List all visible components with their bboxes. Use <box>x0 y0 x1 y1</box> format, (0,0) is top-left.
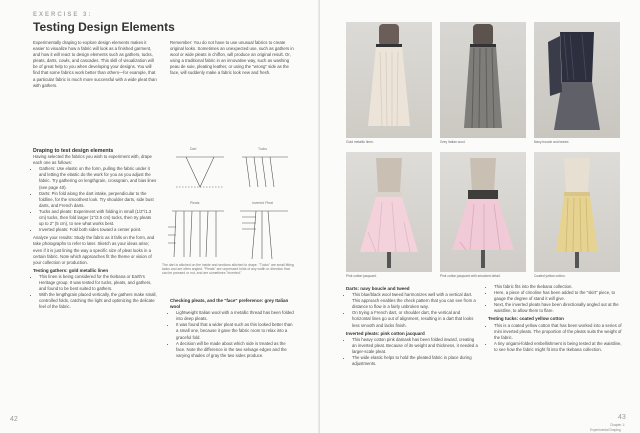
page-title: Testing Design Elements <box>33 20 175 34</box>
inverted-bullet: • The wide elastic helps to hold the pleated fabric in place during adjustments. <box>352 355 480 367</box>
footer-chapter-title: Experimental Draping <box>590 428 621 432</box>
draping-bullet: • Tucks and pleats: Experiment with folding in small (1/2"/1.3 cm) tucks, then fold larger (1"/2.5 cm) tucks, then try pleats up to 2" (5 cm), to see what works best. <box>39 209 157 227</box>
right-page <box>320 0 640 433</box>
draping-list <box>33 166 157 233</box>
caption-p5: Pink cotton jacquard with smocked detail. <box>440 274 501 278</box>
draping-intro: Having selected the fabrics you wish to experiment with, drape each one as follows: <box>33 154 152 166</box>
ikebana-section <box>488 284 622 353</box>
tucks-bullet: • This is a coated yellow cotton that has been worked into a series of mini inverted pleats. The proportion of the pleats suits the weight of the fabric. <box>494 323 622 341</box>
pleats-list <box>170 310 294 359</box>
dart-legs <box>186 157 214 187</box>
ikebana-list <box>488 284 622 314</box>
inverted-list <box>346 337 480 367</box>
tucks-list <box>488 323 622 353</box>
inverted-pleat-lines <box>252 211 272 259</box>
sketch-label-pleats: Pleats <box>190 201 200 205</box>
analyze-paragraph: Analyze your results: Study the fabric as it falls on the form, and take photographs to refer to later. Sketch as your ideas arise; even if it is just lining the way a specific size of pleat looks in a certain fabric. Note which approaches fit the theme or vision of your collection or production. <box>33 235 155 265</box>
page-number-left: 42 <box>10 416 18 423</box>
dress-form-illustration <box>440 152 526 272</box>
dress-form-illustration <box>440 22 526 138</box>
sketch-caption: The dart is stitched on the inside and sections stitched to drape. "Tucks" are small fitting tacks and are often angled. "Pleats" are unpressed folds of any width or direction that can be pressed or not, and are sometimes "inverted." <box>162 263 294 276</box>
intro-column-2: Remember: You do not have to use unusual fabrics to create original looks. Sometimes an unexpected use, such as gathers in wool or wide pleats in chiffon, will produce an original result. Or, using a traditional fabric in an innovative way, such as washing peau de soie, pleating leather, or using the "wrong" side as the face, will suddenly make a fabric look new and fresh. <box>170 40 294 76</box>
draping-bullet: • Darts: Pin fold along the dart intake, perpendicular to the foldline, for the smoothest look. Try shoulder darts, side bust darts, and French darts. <box>39 191 157 209</box>
darts-heading: Darts: navy boucle and tweed <box>346 286 410 291</box>
tucks-bullet: • A tiny origami-folded embellishment is being tested at the waistline, to see how the fabric might fit into the Ikebana collection. <box>494 341 622 353</box>
sketch-label-inverted: Inverted Pleat <box>252 201 273 205</box>
pleats-bullet: • It was found that a wider pleat such as this looked better than a small one, because it gave the fabric room to relax into a graceful fold. <box>176 322 294 340</box>
pleats-bullet: • A decision will be made about which side is treated as the face. Note the difference in the two selvage edges and the varying shades of gray the two sides produce. <box>176 341 294 359</box>
ikebana-bullet: • Next, the inverted pleats have been directionally angled out at the waistline, to allow them to flare. <box>494 302 622 314</box>
sketch-drawings <box>162 147 294 265</box>
footer-chapter: Chapter 1: <box>610 423 625 427</box>
caption-p2: Grey Italian wool. <box>440 140 466 144</box>
inverted-heading: Inverted pleats: pink cotton jacquard <box>346 330 425 336</box>
tucks-heading: Testing tucks: coated yellow cotton <box>488 316 564 322</box>
gathers-bullet: • With the lengthgrain placed vertically, the gathers make small, controlled folds, catching the light and optimizing the delicate feel of the fabric. <box>39 292 157 310</box>
technique-sketches <box>162 147 294 275</box>
pleat-lines <box>174 211 216 257</box>
gathers-heading: Testing gathers: gold metallic linen <box>33 267 109 273</box>
ikebana-bullet: • This fabric fits into the Ikebana collection. <box>494 284 622 290</box>
caption-p3: Navy boucle and tweed. <box>534 140 570 144</box>
photo-navy-tweed <box>534 22 620 138</box>
photo-gold-linen <box>346 22 432 138</box>
caption-p1: Gold metallic linen. <box>346 140 374 144</box>
dress-form-illustration <box>346 152 432 272</box>
draping-bullet: • Gathers: Use elastic on the form, pulling the fabric under it and letting the elastic do the work for you as you adjust the fabric. Try gathering on lengthgrain, crossgrain, and bias lines (see page 40). <box>39 166 157 190</box>
dress-form-illustration <box>346 22 432 138</box>
page-number-right: 43 <box>618 414 626 421</box>
dress-form-illustration <box>534 152 620 272</box>
pleats-bullet: • Lightweight Italian wool with a metallic thread has been folded into deep pleats. <box>176 310 294 322</box>
sketch-label-tucks: Tucks <box>258 147 267 151</box>
caption-p6: Coated yellow cotton. <box>534 274 566 278</box>
photo-pink-jacquard <box>346 152 432 272</box>
photo-pink-smocked <box>440 152 526 272</box>
inverted-bullet: • This heavy cotton pink damask has been folded inward, creating an inverted pleat. Because of its weight and thickness, it needed a larger-scale pleat. <box>352 337 480 355</box>
darts-list <box>346 292 480 329</box>
draping-bullet: • Inverted pleats: Fold both sides toward a center point. <box>39 227 157 233</box>
photo-grey-wool <box>440 22 526 138</box>
tuck-lines <box>246 157 274 187</box>
exercise-label: EXERCISE 3: <box>33 12 93 18</box>
ikebana-bullet: • Here, a piece of crinoline has been added to the "skirt" piece, to gauge the degree of stand it will give. <box>494 290 622 302</box>
photo-yellow-cotton <box>534 152 620 272</box>
sketch-label-dart: Dart <box>190 147 197 151</box>
draping-section <box>33 148 157 310</box>
dress-form-illustration <box>534 22 620 138</box>
caption-p4: Pink cotton jacquard. <box>346 274 377 278</box>
darts-section <box>346 284 480 367</box>
intro-column-1: Experimentally draping to explore design elements makes it easier to visualize how a fabric will look as a finished garment, and how it will react to design elements such as gathers, tucks, pleats, darts, cowls, and cascades. This skill of visualization will be of great help to you when developing your designs. You will find that some fabrics work better than others—for example, that a particular fabric is much more successful with a wide pleat than with gathers. <box>33 40 157 88</box>
gathers-bullet: • This linen is being considered for the Ikebana or Earth's Heritage group. It was tested for tucks, pleats, and gathers, and found to be best suited to gathers. <box>39 274 157 292</box>
gathers-list <box>33 274 157 311</box>
pleats-section <box>170 296 294 359</box>
darts-bullet: • On trying a French dart, or shoulder dart, the vertical and horizontal lines go out of alignment, resulting in a dart that looks less smooth and lacks finish. <box>352 310 480 328</box>
darts-bullet: • This blue/black wool tweed harmonizes well with a vertical dart. This approach enables the check pattern that you can see from a distance to flow in a fairly unbroken way. <box>352 292 480 310</box>
draping-heading: Draping to test design elements <box>33 148 114 154</box>
pleats-heading: Checking pleats, and the "face" preference: grey Italian wool <box>170 298 289 310</box>
